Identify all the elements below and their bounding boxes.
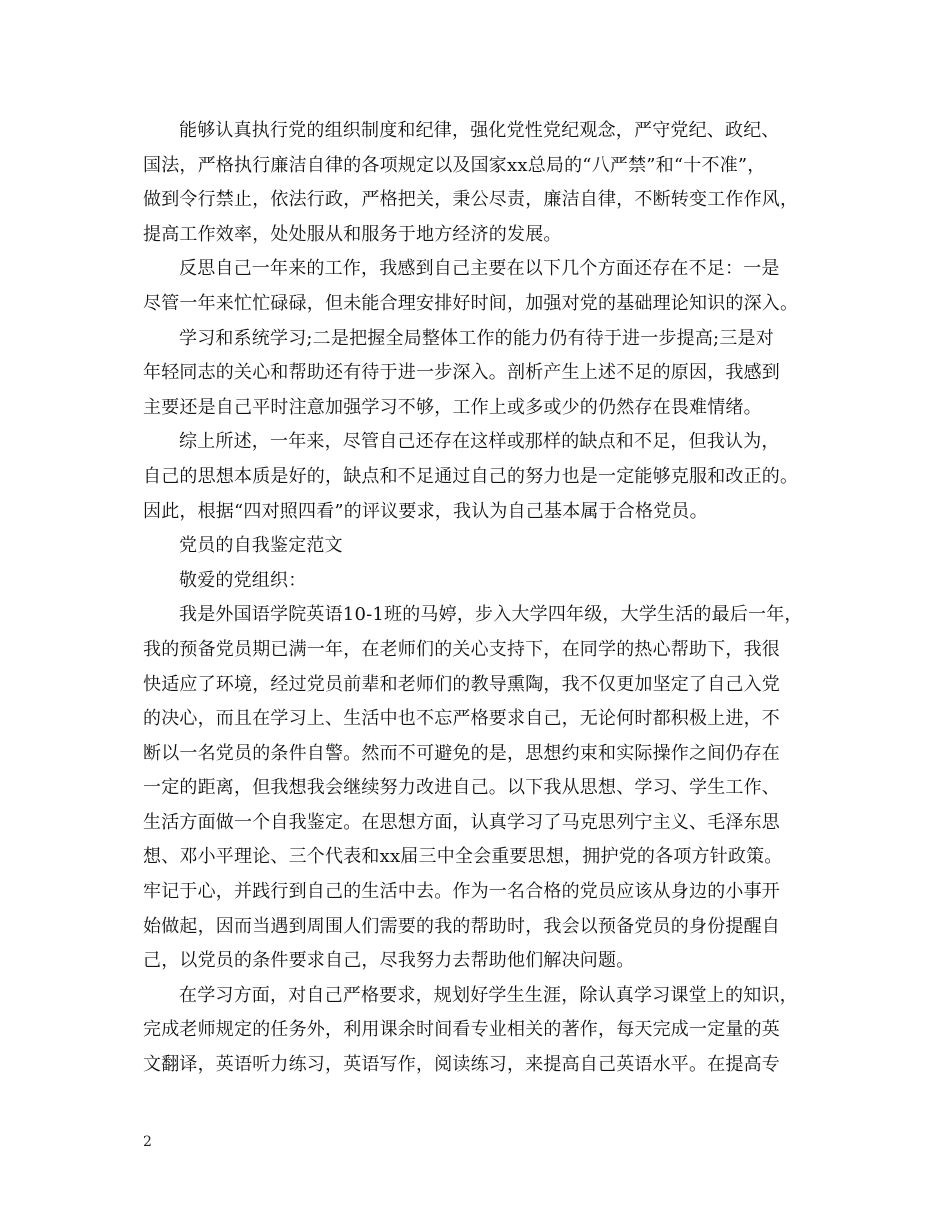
text-line: 始做起，因而当遇到周围人们需要的我的帮助时，我会以预备党员的身份提醒自 — [143, 915, 780, 937]
text-line: 文翻译，英语听力练习，英语写作，阅读练习，来提高自己英语水平。在提高专 — [143, 1054, 780, 1076]
text-line: 我的预备党员期已满一年，在老师们的关心支持下，在同学的热心帮助下，我很 — [143, 638, 780, 660]
text-line: 综上所述，一年来，尽管自己还存在这样或那样的缺点和不足，但我认为， — [179, 431, 780, 453]
text-line: 主要还是自己平时注意加强学习不够，工作上或多或少的仍然存在畏难情绪。 — [143, 396, 762, 418]
paragraph — [143, 598, 823, 979]
text-line: 我是外国语学院英语10-1班的马婷，步入大学四年级，大学生活的最后一年， — [179, 604, 803, 626]
page-number: 2 — [143, 1134, 152, 1150]
text-line: 想、邓小平理论、三个代表和xx届三中全会重要思想，拥护党的各项方针政策。 — [143, 846, 783, 868]
text-line: 在学习方面，对自己严格要求，规划好学生生涯，除认真学习课堂上的知识， — [179, 984, 798, 1006]
text-line: 做到令行禁止，依法行政，严格把关，秉公尽责，廉洁自律，不断转变工作作风， — [143, 189, 799, 211]
paragraph — [143, 252, 823, 321]
text-line: 生活方面做一个自我鉴定。在思想方面，认真学习了马克思列宁主义、毛泽东思 — [143, 811, 780, 833]
text-line: 快适应了环境，经过党员前辈和老师们的教导熏陶，我不仅更加坚定了自己入党 — [143, 673, 780, 695]
paragraph — [143, 529, 823, 564]
text-line: 国法，严格执行廉洁自律的各项规定以及国家xx总局的“八严禁”和“十不准”， — [143, 154, 766, 176]
text-line: 年轻同志的关心和帮助还有待于进一步深入。剖析产生上述不足的原因，我感到 — [143, 362, 780, 384]
text-line: 完成老师规定的任务外，利用课余时间看专业相关的著作，每天完成一定量的英 — [143, 1019, 780, 1041]
text-line: 因此，根据“四对照四看”的评议要求，我认为自己基本属于合格党员。 — [143, 500, 708, 522]
text-line: 提高工作效率，处处服从和服务于地方经济的发展。 — [143, 223, 562, 245]
text-line: 自己的思想本质是好的，缺点和不足通过自己的努力也是一定能够克服和改正的。 — [143, 465, 799, 487]
text-line: 己，以党员的条件要求自己，尽我努力去帮助他们解决问题。 — [143, 950, 635, 972]
text-line: 一定的距离，但我想我会继续努力改进自己。以下我从思想、学习、学生工作、 — [143, 777, 780, 799]
text-line: 学习和系统学习;二是把握全局整体工作的能力仍有待于进一步提高;三是对 — [179, 327, 774, 349]
text-line: 反思自己一年来的工作，我感到自己主要在以下几个方面还存在不足：一是 — [179, 258, 780, 280]
text-line: 的决心，而且在学习上、生活中也不忘严格要求自己，无论何时都积极上进，不 — [143, 708, 780, 730]
paragraph — [143, 322, 823, 426]
document-body — [143, 114, 823, 1083]
text-line: 能够认真执行党的组织制度和纪律，强化党性党纪观念，严守党纪、政纪、 — [179, 120, 780, 141]
paragraph — [143, 564, 823, 599]
text-line: 党员的自我鉴定范文 — [179, 535, 343, 557]
paragraph — [143, 425, 823, 529]
text-line: 尽管一年来忙忙碌碌，但未能合理安排好时间，加强对党的基础理论知识的深入。 — [143, 292, 799, 314]
paragraph — [143, 114, 823, 252]
text-line: 断以一名党员的条件自警。然而不可避免的是，思想约束和实际操作之间仍存在 — [143, 742, 780, 764]
text-line: 牢记于心，并践行到自己的生活中去。作为一名合格的党员应该从身边的小事开 — [143, 881, 780, 903]
text-line: 敬爱的党组织： — [179, 569, 307, 591]
paragraph — [143, 979, 823, 1083]
